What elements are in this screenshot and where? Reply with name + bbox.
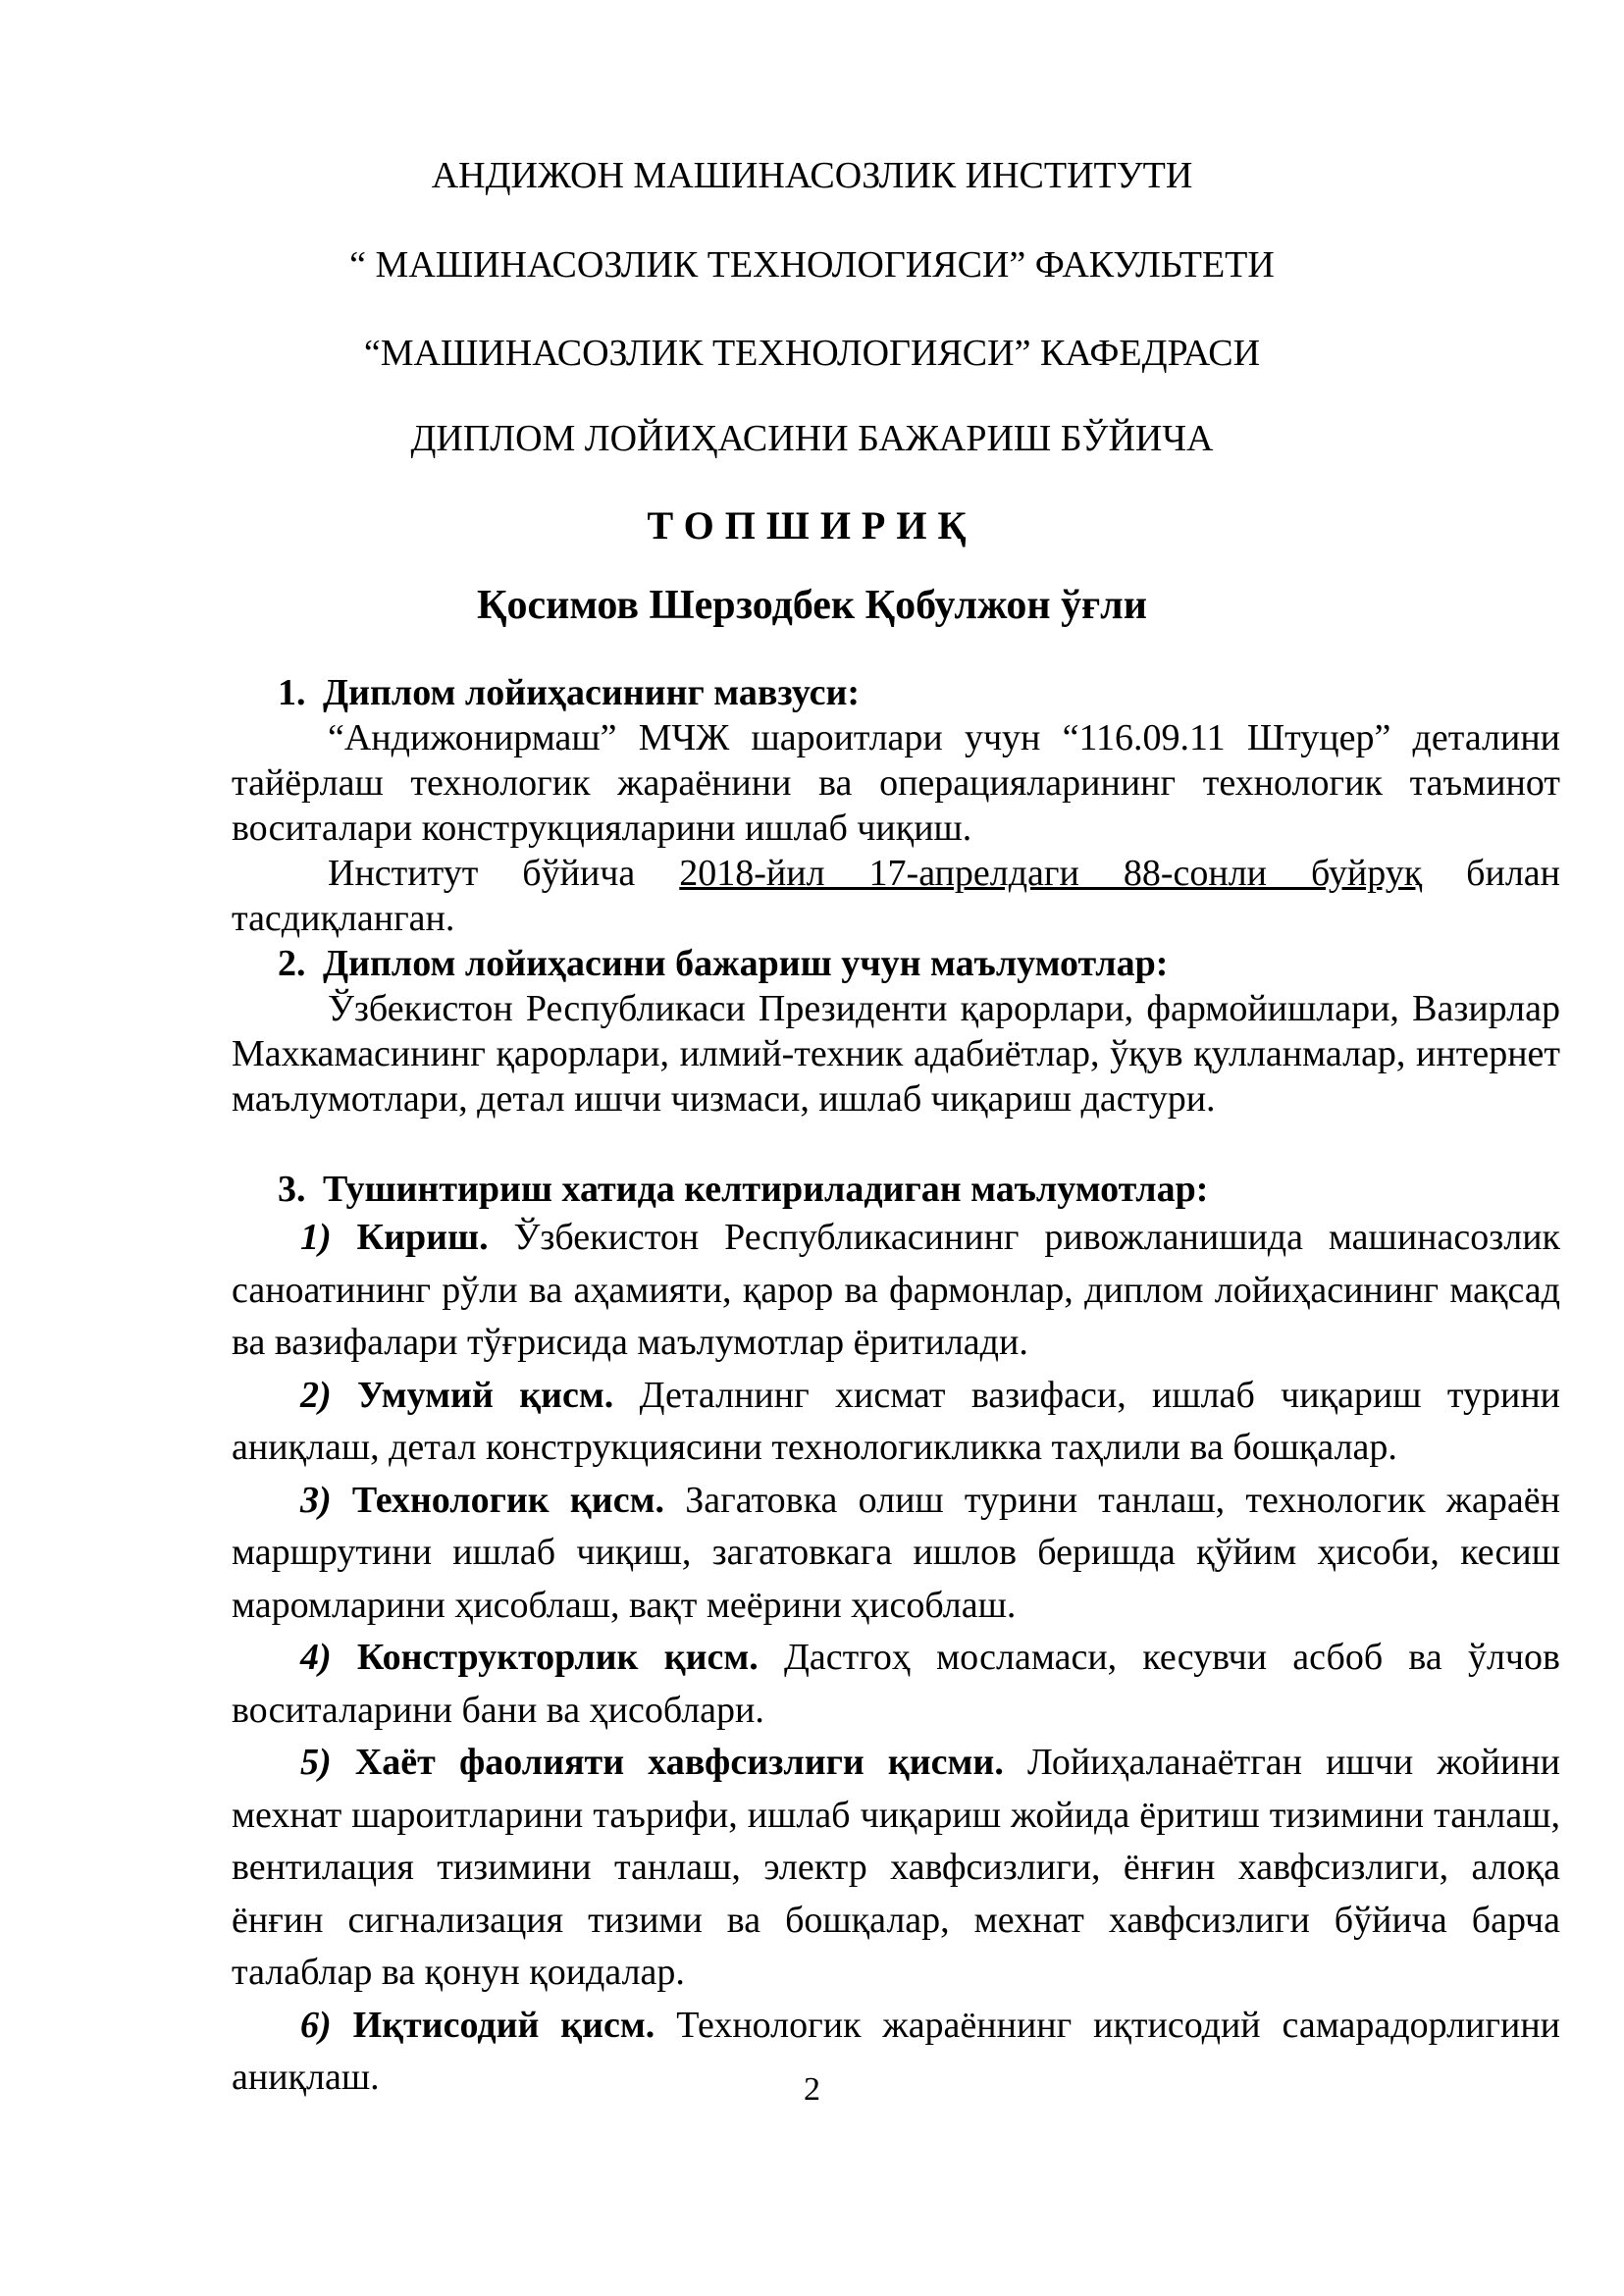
section-1-text: “Андижонирмаш” МЧЖ шароитлари учун “116.09.11 Штуцер” деталини тайёрлаш технологик жараёнини ва операцияларининг технологик таъминот воситалари конструкцияларини ишлаб чиқиш. [232,717,1560,849]
approval-paragraph [232,851,1560,941]
list-item-number: 4) [300,1637,332,1678]
section-3-list [232,1212,1560,2105]
list-item-number: 1) [300,1217,332,1258]
list-item [232,1212,1560,1370]
list-item-heading: Умумий қисм. [357,1374,614,1416]
faculty-name: “ МАШИНАСОЗЛИК ТЕХНОЛОГИЯСИ” ФАКУЛЬТЕТИ [349,244,1275,286]
section-1-heading [278,670,860,715]
student-name: Қосимов Шерзодбек Қобулжон ўғли [477,583,1147,628]
list-item-heading: Технологик қисм. [351,1479,664,1521]
list-item-number: 5) [300,1742,332,1783]
section-2-text: Ўзбекистон Республикаси Президенти қарорлари, фармойишлари, Вазирлар Махкамасининг қарорлари, илмий-техник адабиётлар, ўқув қулланмалар, интернет маълумотлари, детал ишчи чизмаси, ишлаб чиқариш дастури. [232,988,1560,1120]
page-number: 2 [804,2071,820,2108]
list-item-number: 3) [300,1479,332,1521]
list-item-number: 6) [300,2004,332,2046]
section-2-number: 2. [278,943,306,984]
list-item-text: Ўзбекистон Республикасининг ривожланишида машинасозлик саноатининг рўли ва аҳамияти, қарор ва фармонлар, диплом лойиҳасининг мақсад ва вазифалари тўғрисида маълумотлар ёритилади. [232,1217,1560,1363]
list-item [232,1370,1560,1475]
list-item-number: 2) [300,1374,332,1416]
section-1-number: 1. [278,672,306,713]
institute-name: АНДИЖОН МАШИНАСОЗЛИК ИНСТИТУТИ [431,155,1193,196]
section-3-number: 3. [278,1169,306,1210]
list-item-heading: Хаёт фаолияти хавфсизлиги қисми. [354,1742,1004,1783]
section-2-title: Диплом лойиҳасини бажариш учун маълумотлар: [323,943,1169,984]
document-title: ТОПШИРИҚ [647,503,977,548]
list-item-heading: Конструкторлик қисм. [356,1637,759,1678]
list-item-heading: Кириш. [356,1217,489,1258]
department-name: “МАШИНАСОЗЛИК ТЕХНОЛОГИЯСИ” КАФЕДРАСИ [363,333,1261,374]
list-item-heading: Иқтисодий қисм. [352,2004,655,2046]
list-item-text: Деталнинг хисмат вазифаси, ишлаб чиқариш турини аниқлаш, детал конструкциясини технологикликка таҳлили ва бошқалар. [232,1374,1560,1468]
approval-order: 2018-йил 17-апрелдаги 88-сонли буйруқ [679,853,1423,894]
section-3-title: Тушинтириш хатида келтириладиган маълумотлар: [323,1169,1209,1210]
list-item-text: Технологик жараённинг иқтисодий самарадорлигини аниқлаш. [232,2004,1560,2098]
list-item-text: Лойиҳаланаётган ишчи жойини мехнат шароитларини таърифи, ишлаб чиқариш жойида ёритиш тизимини танлаш, вентилация тизимини танлаш, электр хавфсизлиги, ёнғин хавфсизлиги, алоқа ёнғин сигнализация тизими ва бошқалар, мехнат хавфсизлиги бўйича барча талаблар ва қонун қоидалар. [232,1742,1560,1993]
section-2-body [232,986,1560,1122]
section-1-title: Диплом лойиҳасининг мавзуси: [323,672,861,713]
list-item-text: Загатовка олиш турини танлаш, технологик жараён маршрутини ишлаб чиқиш, загатовкага ишлов беришда қўйим ҳисоби, кесиш маромларини ҳисоблаш, вақт меёрини ҳисоблаш. [232,1479,1560,1626]
document-purpose: ДИПЛОМ ЛОЙИҲАСИНИ БАЖАРИШ БЎЙИЧА [410,418,1214,459]
list-item [232,1475,1560,1633]
list-item [232,1632,1560,1737]
section-2-heading [278,941,1168,986]
list-item-text: Дастгоҳ мосламаси, кесувчи асбоб ва ўлчов воситаларини бани ва ҳисоблари. [232,1637,1560,1731]
section-1-body [232,715,1560,941]
approval-text-before: Институт бўйича [328,853,680,894]
list-item [232,1737,1560,2000]
approval-text-after: билан тасдиқланган. [232,853,1560,939]
section-3-heading [278,1167,1208,1212]
